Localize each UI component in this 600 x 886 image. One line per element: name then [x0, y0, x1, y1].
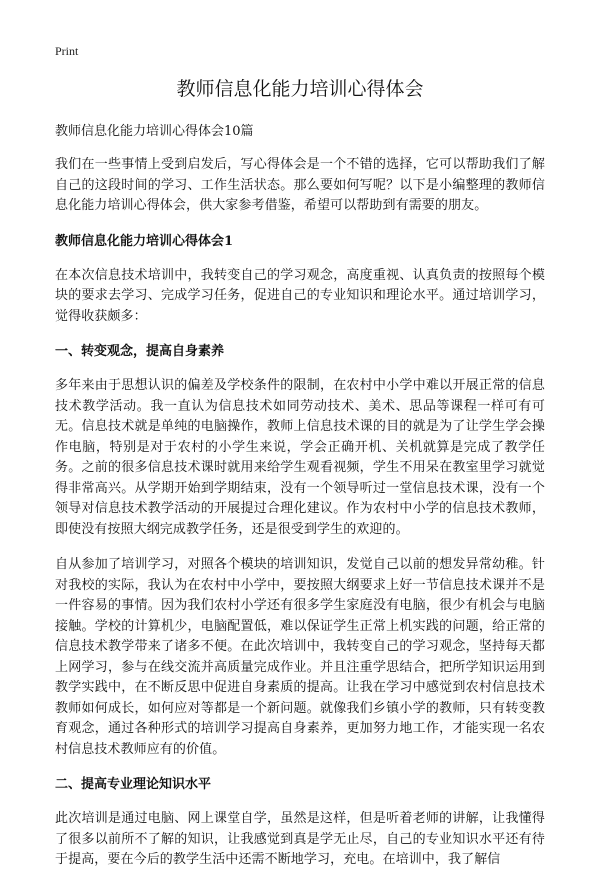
page-title: 教师信息化能力培训心得体会	[176, 78, 424, 100]
section2-paragraph-1: 此次培训是通过电脑、网上课堂自学，虽然是这样，但是听着老师的讲解，让我懂得了很多以前所不了解的知识，让我感觉到真是学无止尽，自己的专业知识水平还有待于提高，要在今后的教学生活中还需不断地学习，充电。在培训中，我了解信	[55, 811, 545, 867]
article-heading: 教师信息化能力培训心得体会1	[55, 233, 234, 249]
document-subtitle: 教师信息化能力培训心得体会10篇	[55, 124, 254, 139]
section1-paragraph-1: 多年来由于思想认识的偏差及学校条件的限制，在农村中小学中难以开展正常的信息技术教学活动。我一直认为信息技术如同劳动技术、美术、思品等课程一样可有可无。信息技术就是单纯的电脑操作，教师上信息技术课的目的就是为了让学生学会操作电脑，特别是对于农村的小学生来说，学会正确开机、关机就算是完成了教学任务。之前的很多信息技术课时就用来给学生观看视频，学生不用呆在教室里学习就觉得非常高兴。从学期开始到学期结束，没有一个领导听过一堂信息技术课，没有一个领导对信息技术教学活动的开展提过合理化建议。作为农村中小学的信息技术教师，即使没有按照大纲完成教学任务，还是很受到学生的欢迎的。	[55, 378, 545, 537]
document-page	[55, 76, 545, 886]
print-label: Print	[55, 44, 79, 58]
section2-heading: 二、提高专业理论知识水平	[55, 777, 212, 792]
article-intro-paragraph: 在本次信息技术培训中，我转变自己的学习观念，高度重视、认真负责的按照每个模块的要求去学习、完成学习任务，促进自己的专业知识和理论水平。通过培训学习，觉得收获颇多：	[55, 267, 545, 324]
intro-paragraph: 我们在一些事情上受到启发后，写心得体会是一个不错的选择，它可以帮助我们了解自己的这段时间的学习、工作生活状态。那么要如何写呢？以下是小编整理的教师信息化能力培训心得体会，供大家参考借鉴，希望可以帮助到有需要的朋友。	[55, 157, 545, 213]
section1-heading: 一、转变观念，提高自身素养	[55, 344, 225, 359]
section1-paragraph-2: 自从参加了培训学习，对照各个模块的培训知识，发觉自己以前的想发异常幼稚。针对我校的实际，我认为在农村中小学中，要按照大纲要求上好一节信息技术课并不是一件容易的事情。因为我们农村小学还有很多学生家庭没有电脑，很少有机会与电脑接触。学校的计算机少，电脑配置低，难以保证学生正常上机实践的问题，给正常的信息技术教学带来了诸多不便。在此次培训中，我转变自己的学习观念，坚持每天都上网学习，参与在线交流并高质量完成作业。并且注重学思结合，把所学知识运用到教学实践中，在不断反思中促进自身素质的提高。让我在学习中感觉到农村信息技术教师如何成长，如何应对等都是一个新问题。就像我们乡镇小学的教师，只有转变教育观念，通过各种形式的培训学习提高自身素养，更加努力地工作，才能实现一名农村信息技术教师应有的价值。	[55, 557, 545, 757]
